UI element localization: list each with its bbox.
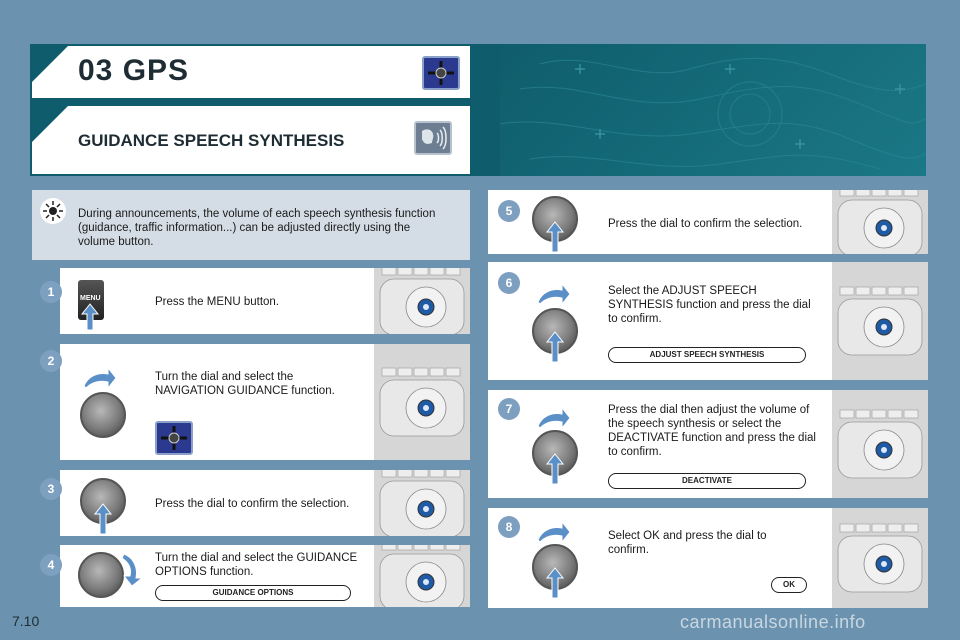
map-background: [500, 44, 926, 176]
step-5-text: Press the dial to confirm the selection.: [608, 218, 803, 230]
step-2-text: Turn the dial and select the NAVIGATION GUIDANCE function.: [155, 371, 335, 397]
press-arrow-icon: [545, 566, 565, 600]
radio-control-panel-icon: [832, 262, 928, 380]
step-8-text: Select OK and press the dial to confirm.: [608, 530, 767, 556]
radio-control-panel-icon: [374, 470, 470, 536]
press-arrow-icon: [545, 452, 565, 486]
press-arrow-icon: [80, 302, 100, 332]
dial-knob: [78, 552, 124, 598]
navigation-guidance-icon: [155, 421, 193, 455]
guidance-options-label: GUIDANCE OPTIONS: [155, 585, 351, 601]
step-7-text: Press the dial then adjust the volume of the speech synthesis or select the DEACTIVATE function and press the dial to confirm.: [608, 404, 816, 458]
step-5-control-image: [832, 190, 928, 254]
radio-control-panel-icon: [832, 390, 928, 498]
step-7-control-image: [832, 390, 928, 498]
step-8-control-image: [832, 508, 928, 608]
press-arrow-icon: [93, 502, 113, 536]
deactivate-label: DEACTIVATE: [608, 473, 806, 489]
step-8-number: 8: [498, 516, 520, 538]
rotate-arrow-icon: [536, 280, 572, 306]
step-1-text: Press the MENU button.: [155, 296, 279, 308]
step-4-number: 4: [40, 554, 62, 576]
rotate-arrow-icon: [536, 404, 572, 430]
note-text: During announcements, the volume of each speech synthesis function (guidance, traffic information...) can be adjusted directly using the volume button.: [78, 208, 436, 248]
step-4-text: Turn the dial and select the GUIDANCE OPTIONS function.: [155, 552, 358, 578]
radio-control-panel-icon: [374, 545, 470, 607]
step-7-number: 7: [498, 398, 520, 420]
page-number: 7.10: [12, 613, 40, 629]
ok-label: OK: [771, 577, 807, 593]
step-6-text: Select the ADJUST SPEECH SYNTHESIS function and press the dial to confirm.: [608, 285, 811, 325]
rotate-arrow-icon: [536, 518, 572, 544]
radio-control-panel-icon: [832, 508, 928, 608]
radio-control-panel-icon: [832, 190, 928, 254]
watermark: carmanualsonline.info: [680, 612, 866, 632]
tip-lightbulb-icon: [40, 198, 66, 224]
step-2-number: 2: [40, 350, 62, 372]
step-1-number: 1: [40, 281, 62, 303]
step-3-control-image: [374, 470, 470, 536]
step-1-control-image: [374, 268, 470, 334]
step-6-control-image: [832, 262, 928, 380]
step-6-number: 6: [498, 272, 520, 294]
press-arrow-icon: [545, 220, 565, 254]
step-2-control-image: [374, 344, 470, 460]
press-arrow-icon: [545, 330, 565, 364]
step-5-number: 5: [498, 200, 520, 222]
radio-control-panel-icon: [374, 344, 470, 460]
dial-knob: [80, 392, 126, 438]
section-title: GUIDANCE SPEECH SYNTHESIS: [78, 131, 345, 150]
menu-button-label: MENU: [80, 295, 101, 302]
step-4-control-image: [374, 545, 470, 607]
radio-control-panel-icon: [374, 268, 470, 334]
gps-icon: [422, 56, 460, 90]
chapter-title: 03 GPS: [78, 54, 190, 87]
adjust-speech-synthesis-label: ADJUST SPEECH SYNTHESIS: [608, 347, 806, 363]
step-3-text: Press the dial to confirm the selection.: [155, 498, 350, 510]
rotate-down-arrow-icon: [120, 552, 146, 588]
rotate-arrow-icon: [82, 364, 118, 390]
step-3-number: 3: [40, 478, 62, 500]
speech-synthesis-icon: [414, 121, 452, 155]
